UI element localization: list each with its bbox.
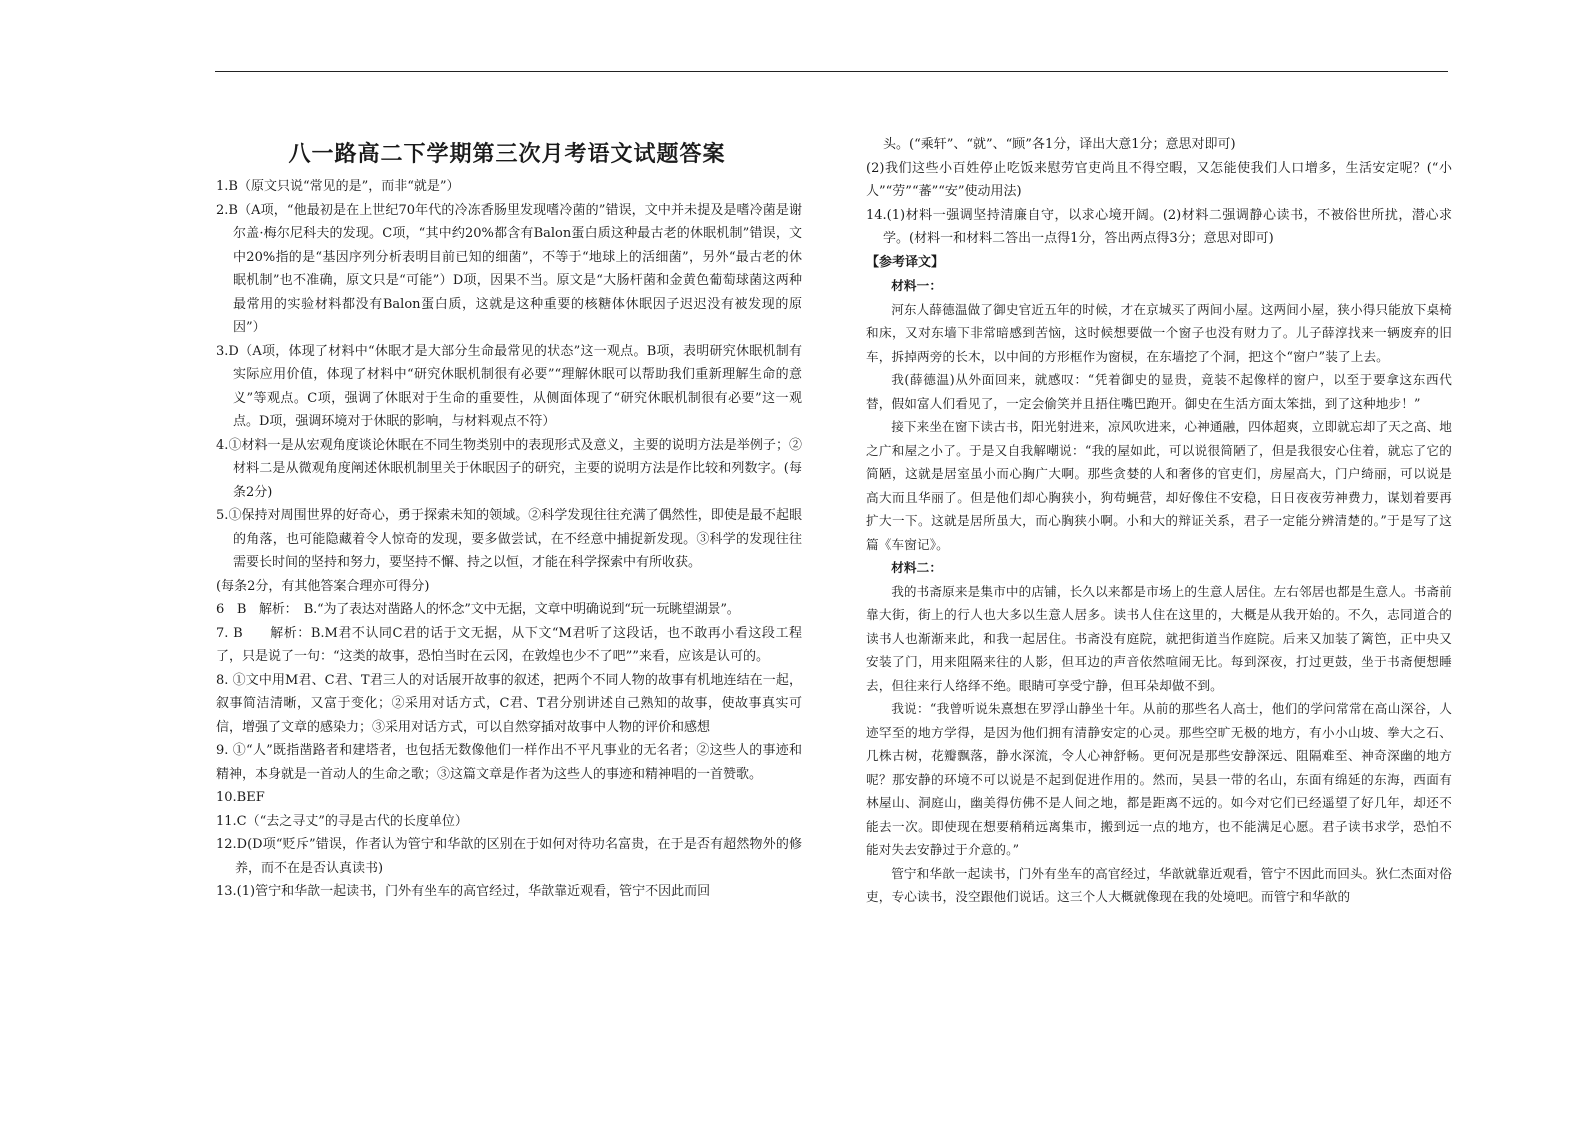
answer-3: 3.D（A项，体现了材料中“休眠才是大部分生命最常见的状态”这一观点。B项，表明研究休眠机制有实际应用价值，体现了材料中“研究休眠机制很有必要”“理解休眠可以帮助我们重新理解生命的意义”等观点。C项，强调了休眠对于生命的重要性，从侧面体现了“研究休眠机制很有必要”这一观点。D项，强调环境对于休眠的影响，与材料观点不符） [216,343,802,429]
answer-13-continued: 头。(“乘轩”、“就”、“顾”各1分，译出大意1分；意思对即可) [883,137,1236,152]
material1-paragraph: 我(薛德温)从外面回来，就感叹：“凭着御史的显贵，竟装不起像样的窗户，以至于要拿这东西代替，假如富人们看见了，一定会偷笑并且捂住嘴巴跑开。御史在生活方面太笨拙，到了这种地步！” [866,372,1452,411]
answer-12: 12.D(D项“贬斥”错误，作者认为管宁和华歆的区别在于如何对待功名富贵，在于是否有超然物外的修养，而不在是否认真读书) [216,837,802,876]
answer-6: 6 B 解析： B.“为了表达对凿路人的怀念”文中无据，文章中明确说到“玩一玩眺望湖景”。 [216,602,740,617]
header-rule [215,71,1448,72]
material2-label: 材料二： [891,560,943,575]
answer-1: 1.B（原文只说“常见的是”，而非“就是”） [216,179,460,194]
answer-13: 13.(1)管宁和华歆一起读书，门外有坐车的高官经过，华歆靠近观看，管宁不因此而回 [216,884,711,899]
answer-5: 5.①保持对周围世界的好奇心，勇于探索未知的领域。②科学发现往往充满了偶然性，即使是最不起眼的角落，也可能隐藏着令人惊奇的发现，要多做尝试，在不经意中捕捉新发现。③科学的发现往往需要长时间的坚持和努力，要坚持不懈、持之以恒，才能在科学探索中有所收获。 [216,508,802,570]
answer-2: 2.B（A项，“他最初是在上世纪70年代的冷冻香肠里发现嗜冷菌的”错误，文中并未提及是嗜冷菌是谢尔盖·梅尔尼科夫的发现。C项，“其中约20%都含有Balon蛋白质这种最古老的休眠机制”错误，文中20%指的是“基因序列分析表明目前已知的细菌”，不等于“地球上的活细菌”，另外“最古老的休眠机制”也不准确，原文只是“可能”）D项，因果不当。原文是“大肠杆菌和金黄色葡萄球菌这两种最常用的实验材料都没有Balon蛋白质，这就是这种重要的核糖体休眠因子迟迟没有被发现的原因”） [216,202,802,335]
left-column [216,175,802,904]
answer-5-scoring: (每条2分，有其他答案合理亦可得分) [216,578,430,594]
material1-paragraph: 河东人薛德温做了御史官近五年的时候，才在京城买了两间小屋。这两间小屋，狭小得只能放下桌椅和床，又对东墙下非常暗感到苦恼，这时候想要做一个窗子也没有财力了。儿子薛淳找来一辆废弃的旧车，拆掉两旁的长木，以中间的方形框作为窗棂，在东墙挖了个洞，把这个“窗户”装了上去。 [866,301,1452,364]
answer-13-part2: (2)我们这些小百姓停止吃饭来慰劳官吏尚且不得空暇，又怎能使我们人口增多，生活安定呢？(“小人”“劳”“蕃”“安”使动用法) [866,160,1452,199]
material1-label: 材料一： [891,278,943,293]
page-title: 八一路高二下学期第三次月考语文试题答案 [288,142,726,167]
answer-14: 14.(1)材料一强调坚持清廉自守，以求心境开阔。(2)材料二强调静心读书，不被俗世所扰，潜心求学。(材料一和材料二答出一点得1分，答出两点得3分；意思对即可) [866,207,1452,246]
material1-paragraph: 接下来坐在窗下读古书，阳光射进来，凉风吹进来，心神通融，四体超爽，立即就忘却了天之高、地之广和屋之小了。于是又自我解嘲说：“我的屋如此，可以说很简陋了，但是我很安心住着，就忘了它的简陋，这就是居室虽小而心胸广大啊。那些贪婪的人和奢侈的官吏们，房屋高大，门户绮丽，可以说是高大而且华丽了。但是他们却心胸狭小，狗苟蝇营，却好像住不安稳，日日夜夜劳神费力，谋划着要再扩大一下。这就是居所虽大，而心胸狭小啊。小和大的辩证关系，君子一定能分辨清楚的。”于是写了这篇《车窗记》。 [866,419,1452,552]
reference-heading: 【参考译文】 [866,254,945,270]
right-column [866,133,1452,909]
answer-9: 9. ①“人”既指凿路者和建塔者，也包括无数像他们一样作出不平凡事业的无名者；②这些人的事迹和精神，本身就是一首动人的生命之歌；③这篇文章是作者为这些人的事迹和精神唱的一首赞歌。 [216,743,802,782]
answer-7: 7. B 解析：B.M君不认同C君的话于文无据，从下文“M君听了这段话，也不敢再小看这段工程了，只是说了一句：“这类的故事，恐怕当时在云冈，在敦煌也少不了吧””来看，应该是认可的。 [216,625,802,664]
translation [866,274,1452,909]
material2-paragraph: 我说：“我曾听说朱熹想在罗浮山静坐十年。从前的那些名人高士，他们的学问常常在高山深谷，人迹罕至的地方学得，是因为他们拥有清静安定的心灵。那些空旷无极的地方，有小小山坡、拳大之石、几株古树，花瓣飘落，静水深流，令人心神舒畅。更何况是那些安静深远、阻隔难至、神奇深幽的地方呢？那安静的环境不可以说是不起到促进作用的。然而，吴县一带的名山，东面有绵延的东海，西面有林屋山、洞庭山，幽美得仿佛不是人间之地，都是距离不远的。如今对它们已经遥望了好几年，却还不能去一次。即使现在想要稍稍远离集市，搬到远一点的地方，也不能满足心愿。君子读书求学，恐怕不能对失去安静过于介意的。” [866,701,1452,857]
answer-10: 10.BEF [216,790,265,805]
answer-4: 4.①材料一是从宏观角度谈论休眠在不同生物类别中的表现形式及意义，主要的说明方法是举例子；②材料二是从微观角度阐述休眠机制里关于休眠因子的研究，主要的说明方法是作比较和列数字。(每条2分) [216,437,802,500]
answer-11: 11.C（“去之寻丈”的寻是古代的长度单位） [216,813,468,829]
material2-paragraph: 我的书斋原来是集市中的店铺，长久以来都是市场上的生意人居住。左右邻居也都是生意人。书斋前靠大街，街上的行人也大多以生意人居多。读书人住在这里的，大概是从我开始的。不久，志同道合的读书人也渐渐来此，和我一起居住。书斋没有庭院，就把街道当作庭院。后来又加装了篱笆，正中央又安装了门，用来阻隔来往的人影，但耳边的声音依然喧闹无比。每到深夜，打过更鼓，坐于书斋便想睡去，但往来行人络绎不绝。眼睛可享受宁静，但耳朵却做不到。 [866,583,1452,693]
answer-8: 8. ①文中用M君、C君、T君三人的对话展开故事的叙述，把两个不同人物的故事有机地连结在一起，叙事简洁清晰，又富于变化；②采用对话方式，C君、T君分别讲述自己熟知的故事，使故事真实可信，增强了文章的感染力；③采用对话方式，可以自然穿插对故事中人物的评价和感想 [216,672,802,735]
material2-paragraph: 管宁和华歆一起读书，门外有坐车的高官经过，华歆就靠近观看，管宁不因此而回头。狄仁杰面对俗吏，专心读书，没空跟他们说话。这三个人大概就像现在我的处境吧。而管宁和华歆的 [866,865,1452,904]
